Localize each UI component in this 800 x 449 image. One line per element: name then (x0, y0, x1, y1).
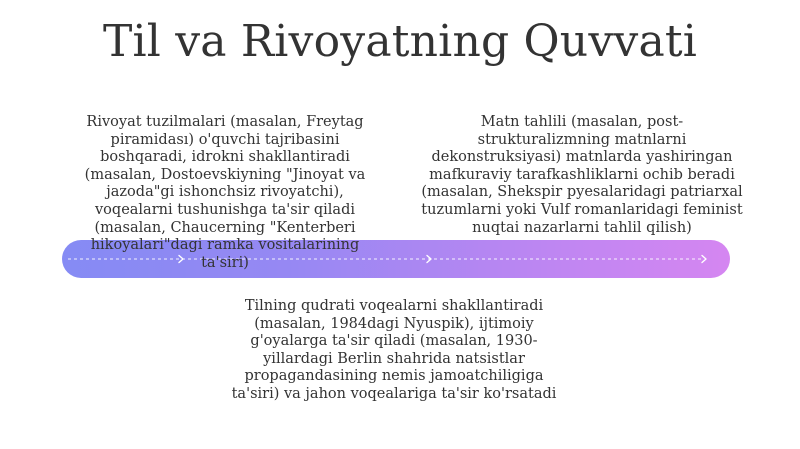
text-block-text-analysis: Matn tahlili (masalan, post-strukturalizmning matnlarni dekonstruksiyasi) matnlarda yashiringan mafkuraviy tarafkashliklarni ochib beradi (masalan, Shekspir pyesalaridagi patriarxal tuzumlarni yoki Vulf romanlaridagi feminist nuqtai nazarlarni tahlil qilish) (421, 114, 743, 236)
text-block-power-of-language: Tilning qudrati voqealarni shakllantiradi (masalan, 1984dagi Nyuspik), ijtimoiy g'oyalarga ta'sir qiladi (masalan, 1930-yillardagi Berlin shahrida natsistlar propagandasining nemis jamoatchiligiga ta'siri) va jahon voqealariga ta'sir ko'rsatadi (231, 298, 557, 402)
diagram-title: Til va Rivoyatning Quvvati (102, 16, 698, 67)
arrow-icon (702, 256, 706, 263)
text-block-narrative-structure: Rivoyat tuzilmalari (masalan, Freytag piramidası) o'quvchi tajribasini boshqaradi, idrokni shakllantiradi (masalan, Dostoevskiyning "Jinoyat va jazoda"gi ishonchsiz rivoyatchi), voqealarni tushunishga ta'sir qiladi (masalan, Chaucerning "Kenterberi hikoyalari"dagi ramka vositalarining ta'siri) (84, 114, 366, 271)
